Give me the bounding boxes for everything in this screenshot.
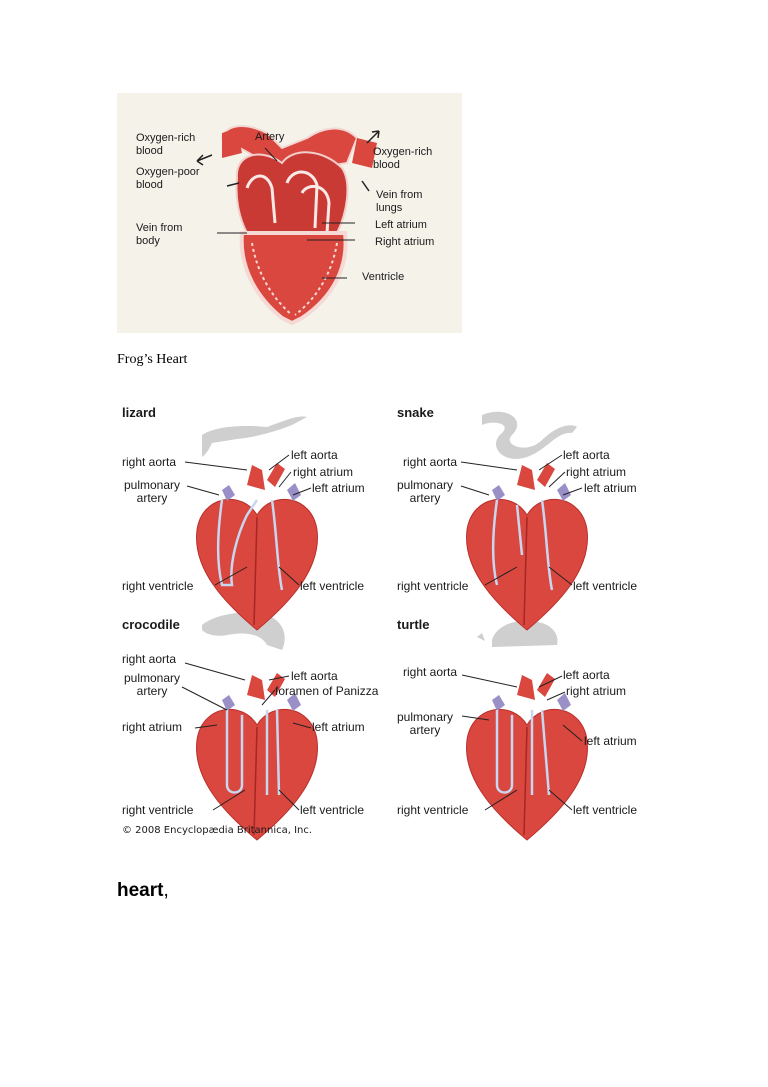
frog-label-oxygen-rich-left: Oxygen-rich blood — [136, 132, 196, 157]
turtle-right-ventricle-label: right ventricle — [397, 803, 469, 817]
crocodile-foramen-label: foramen of Panizza — [275, 684, 379, 698]
frog-label-artery: Artery — [255, 131, 285, 143]
snake-pulmonary-artery-label: pulmonary artery — [397, 478, 454, 505]
lizard-right-aorta-label: right aorta — [122, 455, 177, 469]
crocodile-title: crocodile — [122, 617, 180, 632]
heart-heading-word: heart — [117, 880, 164, 901]
turtle-right-atrium-label: right atrium — [566, 684, 627, 698]
heart-heading — [117, 880, 169, 902]
frog-label-left-atrium: Left atrium — [375, 219, 427, 231]
crocodile-left-aorta-label: left aorta — [291, 669, 338, 683]
lizard-title: lizard — [122, 405, 156, 420]
frog-label-vein-from-lungs: Vein from lungs — [376, 189, 423, 214]
frog-label-vein-from-body: Vein from body — [136, 222, 183, 247]
turtle-left-atrium-label: left atrium — [584, 734, 637, 748]
snake-right-atrium-label: right atrium — [566, 465, 627, 479]
lizard-left-aorta-label: left aorta — [291, 448, 338, 462]
turtle-pulmonary-artery-label: pulmonary artery — [397, 710, 454, 737]
lizard-pulmonary-artery-label: pulmonary artery — [124, 478, 181, 505]
snake-left-atrium-label: left atrium — [584, 481, 637, 495]
turtle-right-aorta-label: right aorta — [403, 665, 458, 679]
turtle-title: turtle — [397, 617, 430, 632]
lizard-right-ventricle-label: right ventricle — [122, 579, 194, 593]
snake-right-aorta-label: right aorta — [403, 455, 458, 469]
lizard-left-ventricle-label: left ventricle — [300, 579, 365, 593]
snake-title: snake — [397, 405, 434, 420]
snake-left-ventricle-label: left ventricle — [573, 579, 638, 593]
turtle-silhouette-icon — [477, 621, 557, 647]
crocodile-right-ventricle-label: right ventricle — [122, 803, 194, 817]
turtle-left-aorta-label: left aorta — [563, 668, 610, 682]
snake-right-ventricle-label: right ventricle — [397, 579, 469, 593]
turtle-left-ventricle-label: left ventricle — [573, 803, 638, 817]
frog-label-oxygen-rich-right: Oxygen-rich blood — [373, 146, 433, 171]
lizard-left-atrium-label: left atrium — [312, 481, 365, 495]
frog-figure-caption: Frog’s Heart — [117, 352, 188, 367]
crocodile-right-aorta-label: right aorta — [122, 652, 177, 666]
lizard-right-atrium-label: right atrium — [293, 465, 354, 479]
heart-heading-comma: , — [163, 880, 169, 901]
frog-label-oxygen-poor: Oxygen-poor blood — [136, 166, 200, 191]
frog-label-ventricle: Ventricle — [362, 271, 405, 283]
crocodile-left-atrium-label: left atrium — [312, 720, 365, 734]
crocodile-right-atrium-label: right atrium — [122, 720, 183, 734]
frog-label-right-atrium: Right atrium — [375, 236, 435, 248]
crocodile-pulmonary-artery-label: pulmonary artery — [124, 671, 181, 698]
snake-left-aorta-label: left aorta — [563, 448, 610, 462]
crocodile-left-ventricle-label: left ventricle — [300, 803, 365, 817]
copyright-notice: © 2008 Encyclopædia Britannica, Inc. — [122, 825, 313, 836]
